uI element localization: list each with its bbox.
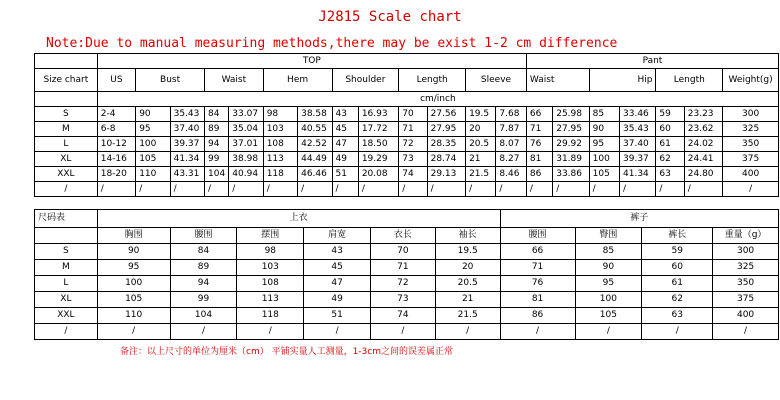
table-cell: / [371,324,436,340]
size-cell: L [35,276,98,292]
table-cell: 76 [526,137,552,152]
table-cell: / [229,182,263,197]
table-cell: 20.08 [358,167,398,182]
table-cell: 118 [237,308,304,324]
table-cell: 103 [263,122,297,137]
size-cell: / [35,324,98,340]
header-pant-waist: Waist [526,69,589,92]
table-cell: 35.04 [229,122,263,137]
table-cell: 45 [304,260,371,276]
table-cell: / [136,182,170,197]
table-cell: 37.01 [229,137,263,152]
table-cell: 27.95 [553,122,589,137]
size-cell: XL [35,292,98,308]
table-cell: 325 [723,122,779,137]
header-shoulder: Shoulder [332,69,399,92]
table-cell: / [435,324,500,340]
table-cell: 20.5 [466,137,496,152]
header-bust: Bust [136,69,205,92]
table-cell: 95 [575,276,642,292]
table-cell: / [684,182,722,197]
table-row [35,182,779,197]
table-row [35,107,779,122]
table-cell: 59 [642,244,713,260]
table-cell: 70 [399,107,427,122]
table-cell: 10-12 [97,137,135,152]
table-row [35,324,779,340]
table-cell: 71 [371,260,436,276]
header-weight: Weight(g) [723,69,779,92]
table-row [35,137,779,152]
table-cell: 98 [263,107,297,122]
header-weight-cn: 重量（g） [713,228,779,244]
table-cell: 47 [304,276,371,292]
table-cell: 17.72 [358,122,398,137]
table-cell: 76 [500,276,575,292]
header-hem-cn: 摆围 [237,228,304,244]
table-cell: / [427,182,465,197]
header-hip: Hip [589,69,656,92]
header-us: US [97,69,135,92]
table-cell: / [500,324,575,340]
table-cell: 7.87 [496,122,526,137]
header-hem: Hem [263,69,332,92]
table-cell: / [723,182,779,197]
header-pant-waist-cn: 腰围 [500,228,575,244]
table-cell: 90 [589,122,619,137]
size-cell: XL [35,152,98,167]
table-cell: 20.5 [435,276,500,292]
table-cell: 100 [589,152,619,167]
chart-title: J2815 Scale chart [318,9,462,25]
table-cell: 19.29 [358,152,398,167]
table-cell: 51 [304,308,371,324]
size-table-english [34,53,779,197]
table-cell: / [620,182,656,197]
header-size-chart: Size chart [35,69,98,92]
table-cell: / [263,182,297,197]
table-cell: 23.62 [684,122,722,137]
table-cell: 104 [205,167,229,182]
table-cell: 71 [399,122,427,137]
header-pant-length-cn: 裤长 [642,228,713,244]
table-cell: 90 [136,107,170,122]
header-size-cn: 尺码表 [35,210,98,228]
header-hip-cn: 臀围 [575,228,642,244]
table-cell: 41.34 [170,152,204,167]
table-cell: 8.07 [496,137,526,152]
table-cell: 43.31 [170,167,204,182]
size-cell: S [35,107,98,122]
table-cell: 51 [332,167,358,182]
size-cell: XXL [35,308,98,324]
table-cell: 86 [526,167,552,182]
table-cell: 73 [399,152,427,167]
table-cell: 46.46 [298,167,332,182]
table-cell: 61 [656,137,684,152]
table-cell: 350 [723,137,779,152]
header-length-cn: 衣长 [371,228,436,244]
table-cell: 62 [642,292,713,308]
table-cell: 28.74 [427,152,465,167]
table-cell: 38.98 [229,152,263,167]
table-cell: 27.56 [427,107,465,122]
table-row [35,292,779,308]
table-cell: 113 [263,152,297,167]
table-cell: 63 [656,167,684,182]
table-cell: 84 [170,244,237,260]
table-cell: 60 [656,122,684,137]
table-cell: 21.5 [466,167,496,182]
table-cell: 71 [500,260,575,276]
table-cell: 24.80 [684,167,722,182]
table-cell: 99 [170,292,237,308]
size-cell: S [35,244,98,260]
table-cell: 74 [371,308,436,324]
table-cell: 300 [723,107,779,122]
table-cell: 39.37 [170,137,204,152]
table-cell: 110 [97,308,170,324]
table-cell: / [205,182,229,197]
table-cell: / [304,324,371,340]
table-cell: 8.27 [496,152,526,167]
table-cell: 25.98 [553,107,589,122]
table-cell: 38.58 [298,107,332,122]
header-shoulder-cn: 肩宽 [304,228,371,244]
table-row [35,152,779,167]
header-waist-cn: 腰围 [170,228,237,244]
table-cell: 100 [575,292,642,308]
table-cell: 63 [642,308,713,324]
table-cell: / [553,182,589,197]
table-cell: 20 [435,260,500,276]
table-cell: 110 [136,167,170,182]
table-cell: 19.5 [466,107,496,122]
table-cell: 37.40 [620,137,656,152]
table-cell: 49 [304,292,371,308]
table-cell: 100 [97,276,170,292]
table-cell: 45 [332,122,358,137]
table-cell: 21 [466,152,496,167]
table-cell: 16.93 [358,107,398,122]
header-pant-length: Length [656,69,723,92]
table-cell: 90 [97,244,170,260]
table-cell: 19.5 [435,244,500,260]
table-cell: 90 [575,260,642,276]
size-table-chinese [34,209,779,340]
table-cell: 7.68 [496,107,526,122]
table-row [35,308,779,324]
table-cell: 28.35 [427,137,465,152]
table-cell: 35.43 [170,107,204,122]
table-cell: 59 [656,107,684,122]
table-cell: 89 [205,122,229,137]
table-cell: 6-8 [97,122,135,137]
table-cell: 24.02 [684,137,722,152]
table-cell: 24.41 [684,152,722,167]
corner-cell [35,54,98,69]
table-row [35,122,779,137]
group-pant-cn: 裤子 [500,210,778,228]
size-cell: XXL [35,167,98,182]
header-length: Length [399,69,466,92]
table-cell: 37.40 [170,122,204,137]
size-cell: M [35,260,98,276]
table-cell: 21 [435,292,500,308]
table-cell: / [332,182,358,197]
table-cell: 325 [713,260,779,276]
table-cell: 74 [399,167,427,182]
table-cell: 33.46 [620,107,656,122]
table-cell: / [526,182,552,197]
table-cell: / [399,182,427,197]
table-cell: 72 [371,276,436,292]
table-cell: 95 [589,137,619,152]
table-row [35,244,779,260]
table-row [35,276,779,292]
table-cell: 14-16 [97,152,135,167]
table-cell: 43 [304,244,371,260]
table-cell: 66 [500,244,575,260]
table-cell: 27.95 [427,122,465,137]
table-cell: 42.52 [298,137,332,152]
table-cell: 40.55 [298,122,332,137]
table-cell: 41.34 [620,167,656,182]
table-cell: / [496,182,526,197]
table-cell: 35.43 [620,122,656,137]
table-cell: 18.50 [358,137,398,152]
table-cell: 89 [170,260,237,276]
table-cell: 105 [136,152,170,167]
table-cell: 98 [237,244,304,260]
table-cell: / [97,324,170,340]
table-cell: 62 [656,152,684,167]
table-cell: / [97,182,135,197]
table-cell: 85 [575,244,642,260]
table-cell: 375 [723,152,779,167]
table-cell: 70 [371,244,436,260]
table-cell: 118 [263,167,297,182]
unit-label: cm/inch [97,92,778,107]
table-cell: 85 [589,107,619,122]
table-cell: 108 [237,276,304,292]
table-cell: / [170,324,237,340]
table-cell: 43 [332,107,358,122]
table-cell: 375 [713,292,779,308]
table-cell: 81 [500,292,575,308]
table-cell: 31.89 [553,152,589,167]
table-cell: 33.86 [553,167,589,182]
group-top-cn: 上衣 [97,210,500,228]
table-cell: 21.5 [435,308,500,324]
group-top: TOP [97,54,526,69]
size-cell: / [35,182,98,197]
table-cell: 66 [526,107,552,122]
table-cell: 95 [97,260,170,276]
table-cell: / [656,182,684,197]
table-cell: / [298,182,332,197]
measurement-note: Note:Due to manual measuring methods,there may be exist 1-2 cm difference [46,36,618,51]
table-cell: 33.07 [229,107,263,122]
table-cell: 104 [170,308,237,324]
table-cell: 400 [713,308,779,324]
table-cell: 81 [526,152,552,167]
table-cell: 94 [170,276,237,292]
table-cell: 20 [466,122,496,137]
table-cell: 71 [526,122,552,137]
table-cell: 95 [136,122,170,137]
table-cell: 44.49 [298,152,332,167]
table-cell: 61 [642,276,713,292]
table-cell: 72 [399,137,427,152]
table-cell: 113 [237,292,304,308]
table-cell: 100 [136,137,170,152]
footnote: 备注：以上尺寸的单位为厘米（cm） 平铺实量人工测量，1-3cm之间的误差属正常 [120,347,453,357]
table-cell: 29.13 [427,167,465,182]
table-cell: 108 [263,137,297,152]
header-sleeve-cn: 袖长 [435,228,500,244]
unit-spacer [35,92,98,107]
table-cell: 49 [332,152,358,167]
table-cell: / [713,324,779,340]
corner-cell-cn [35,228,98,244]
table-cell: 2-4 [97,107,135,122]
size-cell: M [35,122,98,137]
table-cell: / [589,182,619,197]
table-cell: / [575,324,642,340]
table-cell: 103 [237,260,304,276]
table-cell: 18-20 [97,167,135,182]
header-bust-cn: 胸围 [97,228,170,244]
table-cell: 105 [575,308,642,324]
table-cell: 105 [589,167,619,182]
table-row [35,260,779,276]
table-cell: 40.94 [229,167,263,182]
table-cell: 39.37 [620,152,656,167]
table-cell: 300 [713,244,779,260]
table-cell: 105 [97,292,170,308]
table-cell: / [237,324,304,340]
table-cell: 8.46 [496,167,526,182]
table-row [35,167,779,182]
table-cell: 99 [205,152,229,167]
table-cell: 94 [205,137,229,152]
header-waist: Waist [205,69,264,92]
table-cell: / [642,324,713,340]
table-cell: 350 [713,276,779,292]
table-cell: 23.23 [684,107,722,122]
table-cell: 84 [205,107,229,122]
table-cell: 86 [500,308,575,324]
table-cell: / [358,182,398,197]
table-cell: 47 [332,137,358,152]
table-cell: 400 [723,167,779,182]
header-sleeve: Sleeve [466,69,527,92]
table-cell: / [170,182,204,197]
size-cell: L [35,137,98,152]
table-cell: / [466,182,496,197]
table-cell: 60 [642,260,713,276]
table-cell: 29.92 [553,137,589,152]
group-pant: Pant [526,54,778,69]
table-cell: 73 [371,292,436,308]
